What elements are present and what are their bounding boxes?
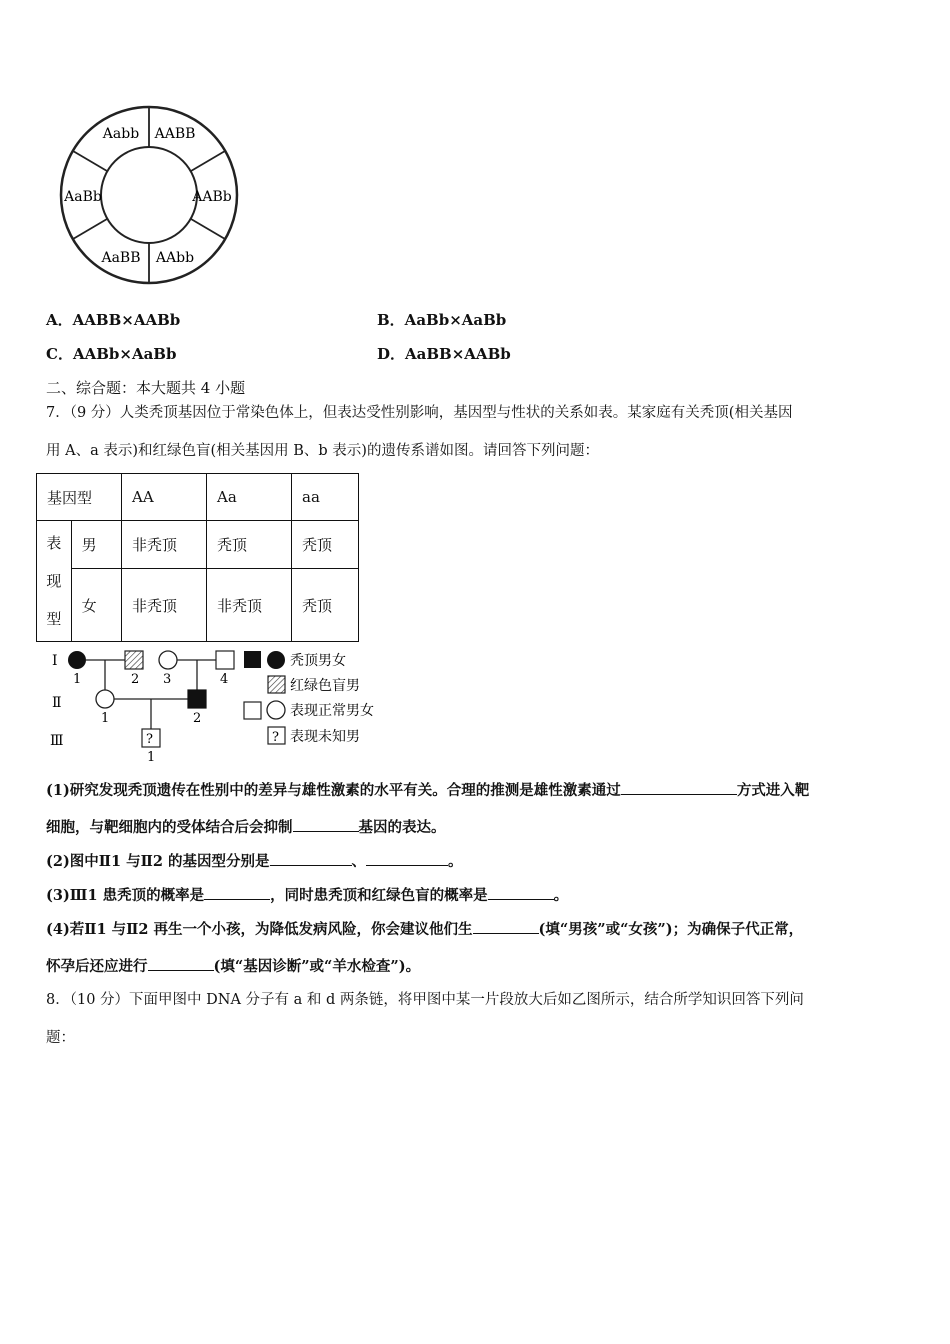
unknown-mark: ? bbox=[146, 732, 153, 747]
individual-number: 1 bbox=[73, 672, 82, 687]
table-header-cell: 基因型 bbox=[37, 474, 122, 521]
ring-segment: AaBB bbox=[101, 250, 141, 266]
individual-number: 3 bbox=[163, 672, 172, 687]
row-label-char: 型 bbox=[46, 610, 62, 628]
answer-blank[interactable] bbox=[270, 851, 352, 866]
individual-number: 1 bbox=[147, 750, 156, 765]
table-cell: 非秃顶 bbox=[122, 569, 207, 642]
text-fragment: (1)研究发现秃顶遗传在性别中的差异与雄性激素的水平有关。合理的推测是雄性激素通过 bbox=[46, 782, 621, 799]
q7-line2: 用 A、a 表示)和红绿色盲(相关基因用 B、b 表示)的遗传系谱如图。请回答下列问题： bbox=[46, 443, 599, 459]
legend-label: 表现未知男 bbox=[290, 729, 360, 745]
text-fragment: (填“男孩”或“女孩”)；为确保子代正常， bbox=[538, 921, 804, 938]
table-header-cell: Aa bbox=[207, 474, 292, 521]
q7-part3 bbox=[46, 885, 568, 906]
text-fragment: 方式进入靶 bbox=[736, 782, 810, 799]
option-a: A．AABB×AABb bbox=[46, 311, 181, 329]
text-fragment: (3)Ⅲ1 患秃顶的概率是 bbox=[46, 887, 205, 904]
q7-part4-line1 bbox=[46, 919, 803, 940]
genotype-ring-diagram bbox=[55, 100, 245, 290]
text-fragment: (4)若Ⅱ1 与Ⅱ2 再生一个小孩，为降低发病风险，你会建议他们生 bbox=[46, 921, 473, 938]
option-d: D．AaBB×AABb bbox=[377, 345, 511, 363]
table-header-cell: AA bbox=[122, 474, 207, 521]
text-fragment: (2)图中Ⅱ1 与Ⅱ2 的基因型分别是 bbox=[46, 853, 270, 870]
ring-segment: AABb bbox=[192, 189, 232, 205]
option-b: B．AaBb×AaBb bbox=[377, 311, 507, 329]
individual-number: 4 bbox=[220, 672, 229, 687]
q8-line1: 8．（10 分）下面甲图中 DNA 分子有 a 和 d 两条链，将甲图中某一片段放大后如乙图所示，结合所学知识回答下列问 bbox=[46, 992, 804, 1008]
unknown-mark: ? bbox=[272, 730, 279, 745]
ring-segment: Aabb bbox=[102, 126, 140, 142]
answer-blank[interactable] bbox=[488, 885, 554, 900]
text-fragment: 基因的表达。 bbox=[358, 819, 446, 836]
q7-part1-line2 bbox=[46, 817, 446, 838]
table-cell: 非秃顶 bbox=[122, 521, 207, 569]
generation-label: Ⅰ bbox=[52, 653, 58, 669]
legend-label: 秃顶男女 bbox=[290, 653, 346, 669]
q7-line1: 7．（9 分）人类秃顶基因位于常染色体上，但表达受性别影响，基因型与性状的关系如表。某家庭有关秃顶(相关基因 bbox=[46, 405, 793, 421]
text-fragment: ，同时患秃顶和红绿色盲的概率是 bbox=[270, 887, 488, 904]
section-heading: 二、综合题：本大题共 4 小题 bbox=[46, 379, 246, 397]
individual-number: 1 bbox=[101, 711, 110, 726]
q7-part2 bbox=[46, 851, 463, 872]
individual-number: 2 bbox=[193, 711, 202, 726]
ring-segment: AABB bbox=[154, 126, 196, 142]
legend-label: 红绿色盲男 bbox=[290, 678, 360, 694]
q7-part1-line1 bbox=[46, 780, 809, 801]
q8-line2: 题： bbox=[46, 1030, 75, 1046]
pedigree-chart bbox=[40, 645, 390, 770]
table-cell: 女 bbox=[71, 569, 121, 642]
answer-blank[interactable] bbox=[366, 851, 448, 866]
answer-blank[interactable] bbox=[621, 780, 737, 795]
row-label-char: 现 bbox=[46, 572, 62, 590]
table-cell: 秃顶 bbox=[207, 521, 292, 569]
table-row-label bbox=[37, 521, 72, 642]
text-fragment: (填“基因诊断”或“羊水检查”)。 bbox=[213, 958, 421, 975]
table-header-cell: aa bbox=[292, 474, 359, 521]
text-fragment: 、 bbox=[351, 853, 367, 870]
legend-label: 表现正常男女 bbox=[290, 703, 374, 719]
option-c: C．AABb×AaBb bbox=[46, 345, 177, 363]
answer-blank[interactable] bbox=[293, 817, 359, 832]
answer-blank[interactable] bbox=[148, 956, 214, 971]
ring-segment: AAbb bbox=[155, 250, 195, 266]
generation-label: Ⅲ bbox=[50, 733, 64, 749]
row-label-char: 表 bbox=[46, 534, 62, 552]
table-cell: 秃顶 bbox=[292, 521, 359, 569]
ring-segment: AaBb bbox=[64, 189, 102, 205]
text-fragment: 细胞，与靶细胞内的受体结合后会抑制 bbox=[46, 819, 293, 836]
genotype-phenotype-table bbox=[36, 473, 359, 642]
text-fragment: 怀孕后还应进行 bbox=[46, 958, 148, 975]
table-cell: 秃顶 bbox=[292, 569, 359, 642]
text-fragment: 。 bbox=[553, 887, 569, 904]
table-cell: 男 bbox=[71, 521, 121, 569]
table-cell: 非秃顶 bbox=[207, 569, 292, 642]
generation-label: Ⅱ bbox=[52, 695, 62, 711]
q7-part4-line2 bbox=[46, 956, 420, 977]
answer-blank[interactable] bbox=[204, 885, 270, 900]
text-fragment: 。 bbox=[448, 853, 463, 870]
answer-blank[interactable] bbox=[473, 919, 539, 934]
individual-number: 2 bbox=[131, 672, 140, 687]
